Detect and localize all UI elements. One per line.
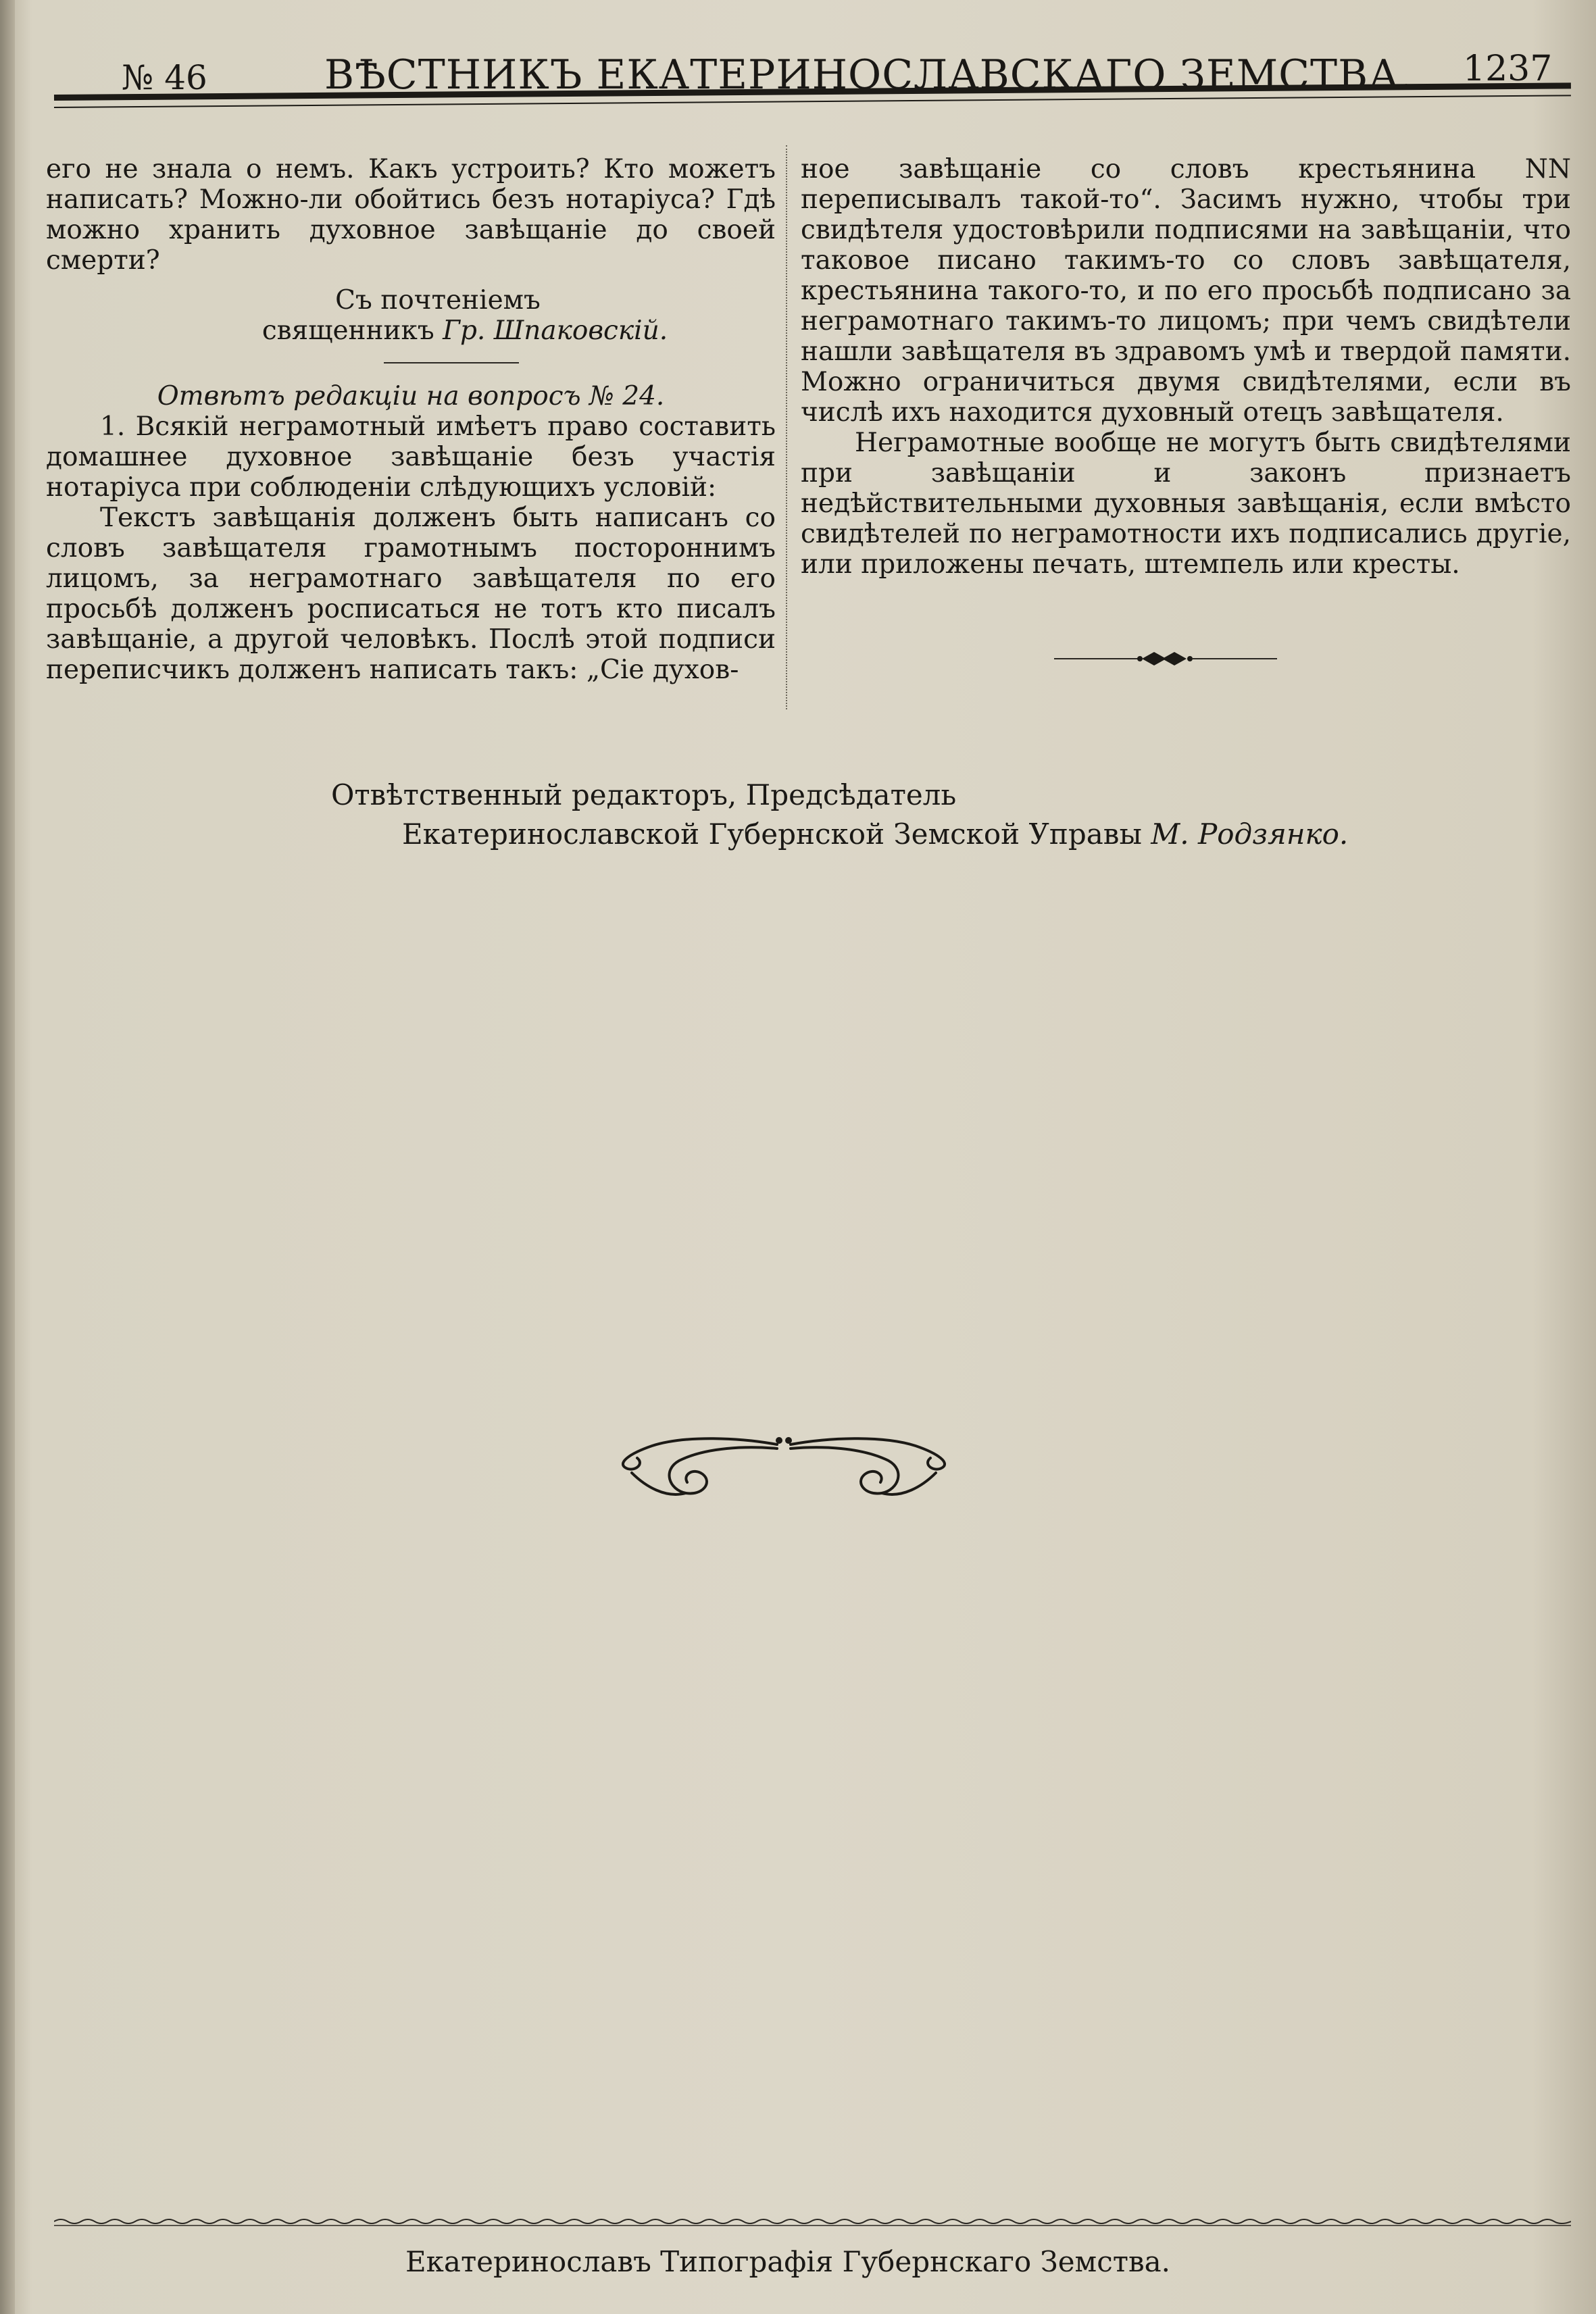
answer-heading: Отвѣтъ редакціи на вопросъ № 24. xyxy=(157,381,665,411)
footer-wavy-rule xyxy=(54,2216,1571,2227)
journal-title: ВѢСТНИКЪ ЕКАТЕРИНОСЛАВСКАГО ЗЕМСТВА. xyxy=(324,51,1414,99)
editor-title: Отвѣтственный редакторъ, Предсѣдатель xyxy=(331,778,957,811)
issue-number: № 46 xyxy=(122,58,207,97)
editor-office-line xyxy=(331,815,1348,854)
signature-greeting: Съ почтеніемъ xyxy=(335,285,541,316)
page-number: 1237 xyxy=(1463,49,1553,89)
signature-block xyxy=(46,285,776,346)
printer-imprint: Екатеринославъ Типографія Губернскаго Земства. xyxy=(405,2245,1171,2278)
right-column xyxy=(801,154,1571,580)
right-paragraph-2: Неграмотные вообще не могутъ быть свидѣтелями при завѣщаніи и законъ признаетъ недѣйствительными духовныя завѣщанія, если вмѣсто свидѣтелей по неграмотности ихъ подписались другіе, или приложены печать, штемпель или кресты. xyxy=(801,428,1571,580)
editor-office: Екатеринославской Губернской Земской Управы xyxy=(402,818,1151,851)
signature-line xyxy=(46,316,776,346)
signature-prefix: священникъ xyxy=(261,316,443,346)
answer-paragraph-1: 1. Всякій неграмотный имѣетъ право составить домашнее духовное завѣщаніе безъ участія нотаріуса при соблюденіи слѣдующихъ условій: xyxy=(46,411,776,503)
intro-paragraph: его не знала о немъ. Какъ устроить? Кто можетъ написать? Можно-ли обойтись безъ нотаріуса? Гдѣ можно хранить духовное завѣщаніе до своей смерти? xyxy=(46,154,776,276)
section-divider xyxy=(384,362,519,363)
scroll-ornament-icon xyxy=(605,1426,963,1534)
column-divider xyxy=(786,145,787,709)
signature-name: Гр. Шпаковскій. xyxy=(443,316,668,346)
answer-paragraph-2: Текстъ завѣщанія долженъ быть написанъ со словъ завѣщателя грамотнымъ постороннимъ лицомъ, за неграмотнаго завѣщателя по его просьбѣ долженъ росписаться не тотъ кто писалъ завѣщаніе, а другой человѣкъ. Послѣ этой подписи переписчикъ долженъ написать такъ: „Сіе духов- xyxy=(46,503,776,685)
left-column xyxy=(46,154,776,685)
editor-signature xyxy=(331,776,1348,854)
binding-spine xyxy=(0,0,15,2314)
editor-name: М. Родзянко. xyxy=(1151,818,1349,851)
right-paragraph-1: ное завѣщаніе со словъ крестьянина NN переписывалъ такой-то“. Засимъ нужно, чтобы три свидѣтеля удостовѣрили подписями на завѣщаніи, что таковое писано такимъ-то со словъ завѣщателя, крестьянина такого-то, и по его просьбѣ подписано за неграмотнаго такимъ-то лицомъ; при чемъ свидѣтели нашли завѣщателя въ здравомъ умѣ и твердой памяти. Можно ограничиться двумя свидѣтелями, если въ числѣ ихъ находится духовный отецъ завѣщателя. xyxy=(801,154,1571,428)
end-fleuron-icon xyxy=(1054,645,1277,672)
